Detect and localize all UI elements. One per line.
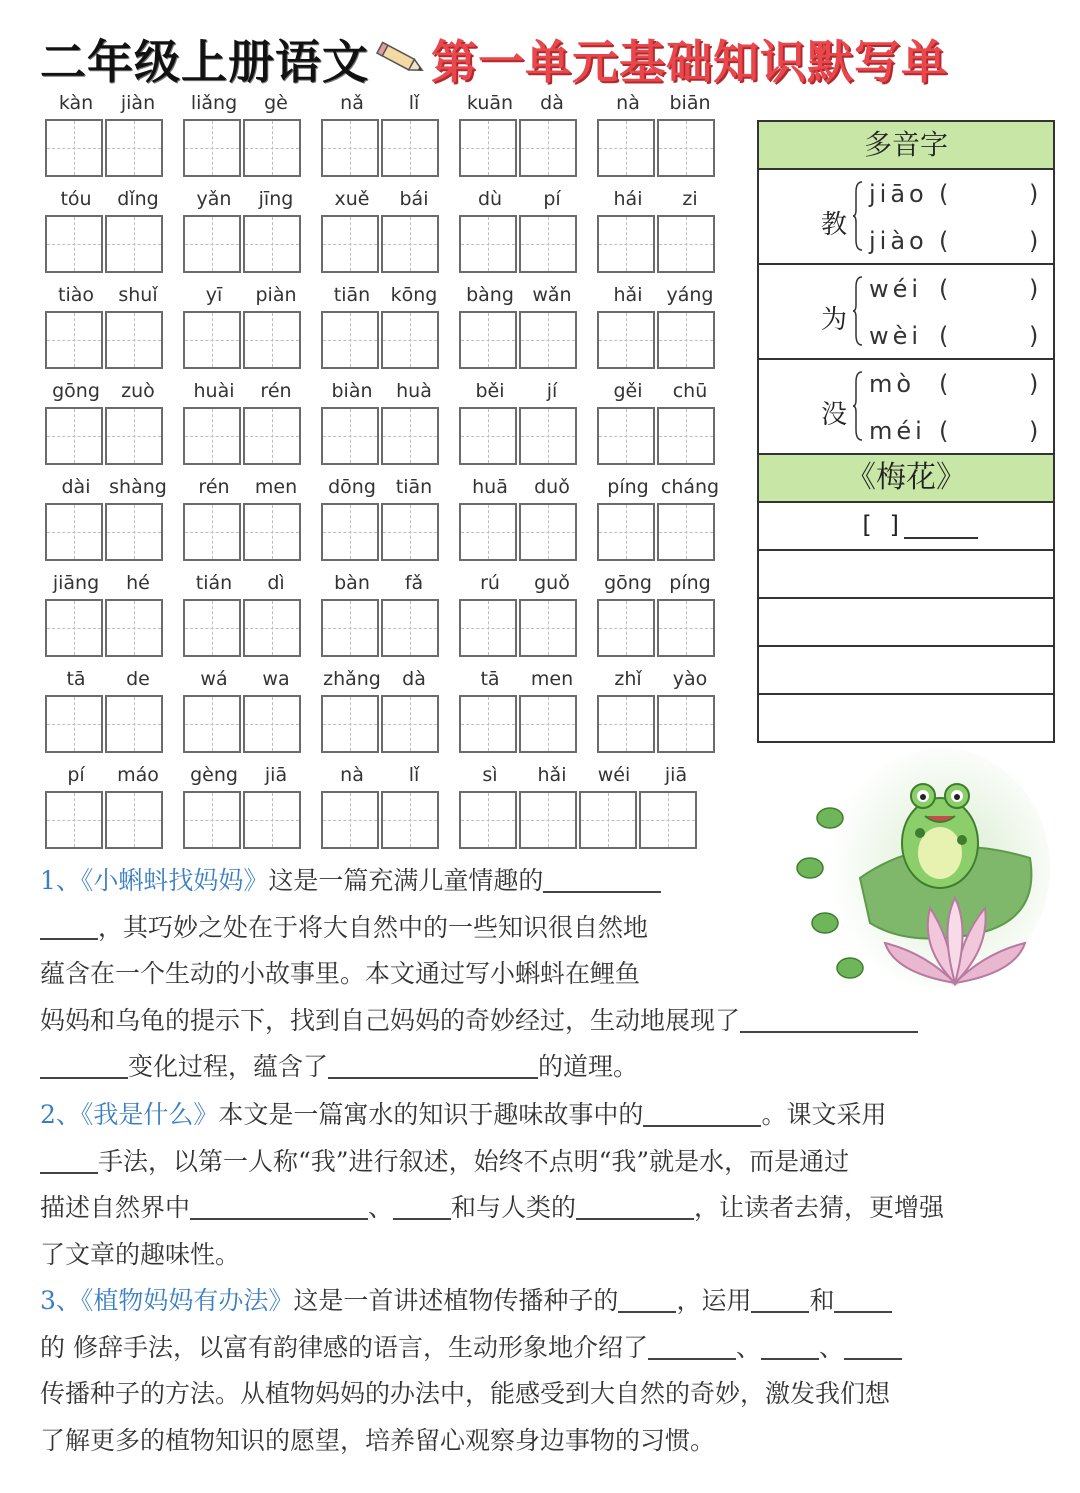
pinyin-word <box>183 186 307 278</box>
q3-line-1: 3、《植物妈妈有办法》这是一首讲述植物传播种子的 ，运用 和 <box>40 1278 1050 1325</box>
pinyin-word <box>597 378 721 470</box>
pinyin-syllable: huài <box>193 380 235 402</box>
pinyin-syllable: cháng <box>660 476 720 498</box>
pinyin-syllable: běi <box>475 380 505 402</box>
writing-cell[interactable] <box>243 119 301 177</box>
q2-blank-5[interactable] <box>576 1188 694 1220</box>
writing-cell[interactable] <box>639 791 697 849</box>
pinyin-syllable: zuò <box>121 380 155 402</box>
q3-blank-4[interactable] <box>648 1328 736 1360</box>
writing-cell[interactable] <box>243 215 301 273</box>
pinyin-word <box>459 570 583 662</box>
writing-cell[interactable] <box>105 695 163 753</box>
pinyin-syllable: rén <box>260 380 292 402</box>
writing-cell[interactable] <box>183 503 241 561</box>
q2-blank-1[interactable] <box>643 1095 761 1127</box>
pinyin-syllable: jiā <box>664 764 688 786</box>
writing-cell[interactable] <box>459 599 517 657</box>
pinyin-word <box>45 282 169 374</box>
writing-cell[interactable] <box>519 119 577 177</box>
grid-row <box>45 282 735 378</box>
writing-cell[interactable] <box>519 407 577 465</box>
grid-row <box>45 762 735 858</box>
pinyin-word <box>597 90 721 182</box>
pinyin-word <box>459 282 583 374</box>
writing-cell[interactable] <box>183 215 241 273</box>
writing-cell[interactable] <box>597 695 655 753</box>
pinyin-syllable: jīng <box>258 188 294 210</box>
poem-line-1[interactable] <box>759 503 1053 551</box>
polyphonic-reading[interactable]: méi ( ) <box>869 417 1039 445</box>
q1-blank-2b[interactable] <box>40 1047 128 1079</box>
pinyin-word <box>183 666 307 758</box>
pinyin-word <box>183 378 307 470</box>
pinyin-word <box>459 378 583 470</box>
polyphonic-item <box>759 360 1053 455</box>
pinyin-syllable: rú <box>480 572 500 594</box>
pinyin-word <box>45 186 169 278</box>
pinyin-syllable: shuǐ <box>118 284 158 306</box>
pinyin-syllable: men <box>530 668 574 690</box>
pinyin-syllable: tián <box>195 572 233 594</box>
pinyin-syllable: de <box>126 668 150 690</box>
pinyin-syllable: kàn <box>58 92 94 114</box>
q3-line-4: 了解更多的植物知识的愿望，培养留心观察身边事物的习惯。 <box>40 1425 716 1455</box>
pinyin-word <box>321 666 445 758</box>
pinyin-syllable: gè <box>264 92 288 114</box>
writing-cell[interactable] <box>657 119 715 177</box>
q3-book-title: 《植物妈妈有办法》 <box>80 1286 294 1315</box>
q1-line-4: 妈妈和乌龟的提示下，找到自己妈妈的奇妙经过，生动地展现了 <box>40 998 1050 1045</box>
writing-cell[interactable] <box>519 599 577 657</box>
pinyin-syllable: biān <box>669 92 711 114</box>
writing-cell[interactable] <box>459 407 517 465</box>
pinyin-syllable: dà <box>402 668 426 690</box>
pinyin-word <box>45 762 169 854</box>
writing-cell[interactable] <box>321 311 379 369</box>
question-1 <box>40 858 1050 1091</box>
q3-blank-1[interactable] <box>618 1281 676 1313</box>
pinyin-word <box>597 666 721 758</box>
pinyin-syllable: jiàn <box>120 92 156 114</box>
writing-cell[interactable] <box>657 695 715 753</box>
pinyin-syllable: jiā <box>264 764 288 786</box>
writing-cell[interactable] <box>105 599 163 657</box>
q1-book-title: 《小蝌蚪找妈妈》 <box>80 866 269 895</box>
pinyin-word <box>459 186 583 278</box>
pinyin-syllable: yáng <box>666 284 714 306</box>
pinyin-syllable: gōng <box>52 380 100 402</box>
pinyin-syllable: zhǎng <box>323 668 381 690</box>
writing-cell[interactable] <box>243 695 301 753</box>
q3-blank-2[interactable] <box>751 1281 809 1313</box>
pinyin-syllable: píng <box>607 476 649 498</box>
pinyin-syllable: gèng <box>190 764 238 786</box>
writing-cell[interactable] <box>105 311 163 369</box>
pinyin-word <box>459 762 707 854</box>
writing-cell[interactable] <box>519 503 577 561</box>
pinyin-word <box>183 570 307 662</box>
q2-blank-3[interactable] <box>190 1188 368 1220</box>
pencil-icon <box>375 38 427 80</box>
pinyin-word <box>597 474 721 566</box>
polyphonic-reading[interactable]: jiāo ( ) <box>869 180 1039 208</box>
pinyin-word <box>45 378 169 470</box>
pinyin-syllable: gōng <box>604 572 652 594</box>
pinyin-syllable: tiān <box>333 284 371 306</box>
grid-row <box>45 186 735 282</box>
pinyin-syllable: zhǐ <box>614 668 642 690</box>
writing-cell[interactable] <box>45 695 103 753</box>
pinyin-syllable: yào <box>672 668 708 690</box>
pinyin-word <box>459 90 583 182</box>
pinyin-syllable: zi <box>682 188 698 210</box>
writing-cell[interactable] <box>321 599 379 657</box>
writing-cell[interactable] <box>381 311 439 369</box>
writing-cell[interactable] <box>657 599 715 657</box>
writing-cell[interactable] <box>45 791 103 849</box>
pinyin-word <box>321 378 445 470</box>
writing-cell[interactable] <box>519 311 577 369</box>
pinyin-word <box>183 282 307 374</box>
writing-cell[interactable] <box>105 503 163 561</box>
pinyin-syllable: kōng <box>390 284 438 306</box>
q1-blank-1b[interactable] <box>40 908 98 940</box>
pinyin-word <box>459 666 583 758</box>
writing-cell[interactable] <box>459 119 517 177</box>
poem-title: 《梅花》 <box>759 455 1053 503</box>
pinyin-syllable: lǐ <box>408 92 420 114</box>
pinyin-syllable: men <box>254 476 298 498</box>
q2-line-4: 了文章的趣味性。 <box>40 1239 241 1269</box>
grid-row <box>45 474 735 570</box>
q1-blank-1[interactable] <box>543 861 661 893</box>
writing-cell[interactable] <box>597 215 655 273</box>
pinyin-syllable: yǎn <box>196 188 232 210</box>
writing-cell[interactable] <box>105 791 163 849</box>
writing-cell[interactable] <box>597 503 655 561</box>
writing-cell[interactable] <box>183 311 241 369</box>
writing-cell[interactable] <box>45 503 103 561</box>
pinyin-syllable: nà <box>616 92 640 114</box>
pinyin-syllable: jiāng <box>52 572 100 594</box>
writing-cell[interactable] <box>519 215 577 273</box>
polyphonic-reading[interactable]: jiào ( ) <box>869 227 1039 255</box>
pinyin-syllable: huà <box>396 380 432 402</box>
pinyin-syllable: tóu <box>60 188 92 210</box>
pinyin-syllable: piàn <box>255 284 297 306</box>
question-2 <box>40 1092 1050 1278</box>
writing-cell[interactable] <box>183 119 241 177</box>
pinyin-word <box>597 186 721 278</box>
pinyin-syllable: jí <box>546 380 558 402</box>
pinyin-syllable: wá <box>200 668 228 690</box>
writing-cell[interactable] <box>321 503 379 561</box>
q3-line-2: 的 修辞手法，以富有韵律感的语言，生动形象地介绍了 、 、 <box>40 1325 1050 1372</box>
poem-line-3[interactable] <box>759 599 1053 647</box>
pinyin-word <box>597 282 721 374</box>
writing-cell[interactable] <box>105 215 163 273</box>
pinyin-word <box>321 282 445 374</box>
pinyin-syllable: guǒ <box>534 572 570 594</box>
worksheet-title <box>40 24 1050 94</box>
q3-blank-5[interactable] <box>761 1328 819 1360</box>
writing-cell[interactable] <box>105 119 163 177</box>
writing-cell[interactable] <box>321 695 379 753</box>
writing-cell[interactable] <box>381 791 439 849</box>
pinyin-syllable: sì <box>482 764 498 786</box>
poem-line-4[interactable] <box>759 647 1053 695</box>
writing-cell[interactable] <box>597 599 655 657</box>
pinyin-syllable: nà <box>340 764 364 786</box>
writing-cell[interactable] <box>381 119 439 177</box>
pinyin-syllable: máo <box>117 764 159 786</box>
pinyin-word <box>45 570 169 662</box>
pinyin-syllable: lǐ <box>408 764 420 786</box>
writing-cell[interactable] <box>243 407 301 465</box>
q2-blank-2[interactable] <box>40 1142 98 1174</box>
writing-cell[interactable] <box>657 215 715 273</box>
pinyin-word <box>183 474 307 566</box>
pinyin-syllable: dù <box>477 188 503 210</box>
pinyin-syllable: bàn <box>334 572 370 594</box>
q1-line-3: 蕴含在一个生动的小故事里。本文通过写小蝌蚪在鲤鱼 <box>40 959 641 988</box>
writing-cell[interactable] <box>459 311 517 369</box>
writing-cell[interactable] <box>243 791 301 849</box>
pinyin-syllable: tiào <box>58 284 94 306</box>
pinyin-syllable: dì <box>267 572 285 594</box>
pinyin-syllable: dōng <box>328 476 376 498</box>
writing-cell[interactable] <box>579 791 637 849</box>
polyphonic-item <box>759 265 1053 360</box>
pinyin-syllable: tā <box>480 668 500 690</box>
pinyin-syllable: tā <box>66 668 86 690</box>
pinyin-word <box>183 762 307 854</box>
q1-line-1: 1、《小蝌蚪找妈妈》这是一篇充满儿童情趣的 <box>40 858 1050 905</box>
pinyin-word <box>321 474 445 566</box>
brace-icon <box>853 370 863 442</box>
pinyin-syllable: píng <box>669 572 711 594</box>
writing-cell[interactable] <box>657 503 715 561</box>
writing-cell[interactable] <box>519 791 577 849</box>
pinyin-syllable: kuān <box>466 92 514 114</box>
pinyin-syllable: pí <box>67 764 85 786</box>
writing-cell[interactable] <box>459 695 517 753</box>
polyphonic-reading[interactable]: mò ( ) <box>869 370 1039 398</box>
poem-bracket: [ ] <box>859 511 978 539</box>
pinyin-syllable: xuě <box>334 188 370 210</box>
q1-blank-2[interactable] <box>740 1001 918 1033</box>
writing-cell[interactable] <box>657 407 715 465</box>
q2-line-2: 手法，以第一人称“我”进行叙述，始终不点明“我”就是水，而是通过 <box>40 1139 1050 1186</box>
writing-cell[interactable] <box>45 407 103 465</box>
writing-cell[interactable] <box>519 695 577 753</box>
q2-line-3: 描述自然界中 、 和与人类的 ，让读者去猜，更增强 <box>40 1185 1050 1232</box>
writing-cell[interactable] <box>459 503 517 561</box>
writing-cell[interactable] <box>597 311 655 369</box>
pinyin-syllable: liǎng <box>190 92 238 114</box>
pinyin-syllable: fǎ <box>404 572 424 594</box>
brace-icon <box>853 180 863 252</box>
pinyin-syllable: biàn <box>331 380 373 402</box>
writing-cell[interactable] <box>381 503 439 561</box>
pinyin-syllable: wa <box>262 668 290 690</box>
pinyin-syllable: yī <box>205 284 223 306</box>
pinyin-syllable: hǎi <box>537 764 567 786</box>
pinyin-syllable: hái <box>613 188 643 210</box>
writing-cell[interactable] <box>321 119 379 177</box>
pinyin-word <box>183 90 307 182</box>
pinyin-word <box>321 762 445 854</box>
poem-line-2[interactable] <box>759 551 1053 599</box>
writing-cell[interactable] <box>459 791 517 849</box>
q3-line-3: 传播种子的方法。从植物妈妈的办法中，能感受到大自然的奇妙，激发我们想 <box>40 1379 891 1408</box>
writing-cell[interactable] <box>381 407 439 465</box>
pinyin-word <box>459 474 583 566</box>
writing-cell[interactable] <box>183 599 241 657</box>
grid-row <box>45 90 735 186</box>
grid-row <box>45 570 735 666</box>
q2-book-title: 《我是什么》 <box>80 1100 219 1129</box>
pinyin-syllable: nǎ <box>340 92 364 114</box>
writing-cell[interactable] <box>321 407 379 465</box>
q1-line-2: ，其巧妙之处在于将大自然中的一些知识很自然地 <box>40 905 1050 952</box>
q2-blank-4[interactable] <box>393 1188 451 1220</box>
pinyin-word <box>45 474 169 566</box>
pinyin-syllable: bái <box>399 188 429 210</box>
pinyin-syllable: chū <box>672 380 708 402</box>
pinyin-word <box>45 90 169 182</box>
grid-row <box>45 378 735 474</box>
polyphonic-char: 为 <box>821 305 848 335</box>
pinyin-syllable: wǎn <box>532 284 572 306</box>
pinyin-word <box>321 570 445 662</box>
writing-cell[interactable] <box>243 311 301 369</box>
q1-line-5: 变化过程，蕴含了 的道理。 <box>40 1044 1050 1091</box>
writing-cell[interactable] <box>381 695 439 753</box>
pinyin-syllable: pí <box>543 188 561 210</box>
q3-blank-6[interactable] <box>844 1328 902 1360</box>
pinyin-syllable: dà <box>540 92 564 114</box>
writing-cell[interactable] <box>45 215 103 273</box>
pinyin-syllable: tiān <box>395 476 433 498</box>
pinyin-word <box>45 666 169 758</box>
title-grade: 二年级上册语文 <box>40 35 369 89</box>
polyphonic-reading[interactable]: wéi ( ) <box>869 275 1039 303</box>
writing-cell[interactable] <box>183 791 241 849</box>
polyphonic-reading[interactable]: wèi ( ) <box>869 322 1039 350</box>
pinyin-syllable: hé <box>126 572 150 594</box>
writing-cell[interactable] <box>459 215 517 273</box>
pinyin-syllable: duǒ <box>534 476 570 498</box>
q2-line-1: 2、《我是什么》本文是一篇寓水的知识于趣味故事中的 。课文采用 <box>40 1092 1050 1139</box>
writing-cell[interactable] <box>321 215 379 273</box>
writing-cell[interactable] <box>243 503 301 561</box>
writing-cell[interactable] <box>45 599 103 657</box>
writing-cell[interactable] <box>183 695 241 753</box>
pinyin-syllable: hǎi <box>613 284 643 306</box>
pinyin-word <box>321 90 445 182</box>
writing-cell[interactable] <box>45 119 103 177</box>
writing-cell[interactable] <box>45 311 103 369</box>
q1-blank-3[interactable] <box>328 1047 538 1079</box>
question-3 <box>40 1278 1050 1464</box>
writing-cell[interactable] <box>321 791 379 849</box>
writing-cell[interactable] <box>381 599 439 657</box>
pinyin-word <box>597 570 721 662</box>
pinyin-word <box>321 186 445 278</box>
pinyin-syllable: wéi <box>597 764 631 786</box>
polyphonic-header: 多音字 <box>759 122 1053 170</box>
pinyin-syllable: bàng <box>466 284 514 306</box>
poem-line-5[interactable] <box>759 695 1053 741</box>
pinyin-syllable: huā <box>472 476 508 498</box>
pinyin-syllable: gěi <box>613 380 643 402</box>
q3-blank-3[interactable] <box>834 1281 892 1313</box>
polyphonic-panel <box>757 120 1055 743</box>
grid-row <box>45 666 735 762</box>
writing-cell[interactable] <box>183 407 241 465</box>
polyphonic-char: 教 <box>821 210 848 240</box>
pinyin-syllable: rén <box>198 476 230 498</box>
pinyin-syllable: dǐng <box>117 188 159 210</box>
polyphonic-char: 没 <box>821 400 848 430</box>
writing-cell[interactable] <box>597 407 655 465</box>
writing-cell[interactable] <box>105 407 163 465</box>
pinyin-syllable: dài <box>61 476 91 498</box>
writing-cell[interactable] <box>243 599 301 657</box>
writing-cell[interactable] <box>657 311 715 369</box>
pinyin-syllable: shàng <box>109 476 167 498</box>
writing-cell[interactable] <box>381 215 439 273</box>
title-unit: 第一单元基础知识默写单 <box>431 35 948 89</box>
writing-cell[interactable] <box>597 119 655 177</box>
polyphonic-item <box>759 170 1053 265</box>
pinyin-writing-grid <box>45 90 735 858</box>
brace-icon <box>853 275 863 347</box>
